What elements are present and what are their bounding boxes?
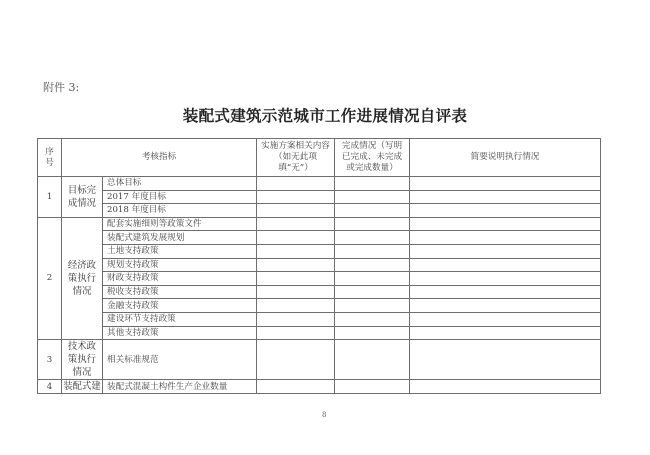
indicator-cell: 2017 年度目标 — [103, 190, 257, 204]
indicator-cell: 2018 年度目标 — [103, 204, 257, 218]
indicator-cell: 装配式混凝土构件生产企业数量 — [103, 380, 257, 394]
plan-content-cell[interactable] — [257, 299, 335, 313]
description-cell[interactable] — [410, 258, 601, 272]
description-cell[interactable] — [410, 272, 601, 286]
completion-cell[interactable] — [335, 177, 410, 191]
seq-cell: 2 — [38, 217, 62, 339]
seq-cell: 3 — [38, 340, 62, 380]
indicator-cell: 土地支持政策 — [103, 244, 257, 258]
indicator-cell: 建设环节支持政策 — [103, 312, 257, 326]
plan-content-cell[interactable] — [257, 272, 335, 286]
table-row — [38, 285, 601, 299]
document-title: 装配式建筑示范城市工作进展情况自评表 — [182, 106, 468, 125]
completion-cell[interactable] — [335, 380, 410, 394]
indicator-cell: 规划支持政策 — [103, 258, 257, 272]
group-name-cell: 经济政策执行情况 — [62, 217, 103, 339]
completion-cell[interactable] — [335, 285, 410, 299]
plan-content-cell[interactable] — [257, 244, 335, 258]
completion-cell[interactable] — [335, 299, 410, 313]
table-row — [38, 312, 601, 326]
group-name-cell: 目标完成情况 — [62, 177, 103, 218]
description-cell[interactable] — [410, 217, 601, 231]
completion-cell[interactable] — [335, 312, 410, 326]
completion-cell[interactable] — [335, 190, 410, 204]
table-row — [38, 326, 601, 340]
table-row — [38, 190, 601, 204]
plan-content-cell[interactable] — [257, 380, 335, 394]
page-number: 8 — [322, 411, 327, 419]
description-cell[interactable] — [410, 231, 601, 245]
table-row — [38, 244, 601, 258]
attachment-label: 附件 3: — [43, 81, 80, 94]
indicator-cell: 装配式建筑发展规划 — [103, 231, 257, 245]
indicator-cell: 财政支持政策 — [103, 272, 257, 286]
plan-content-cell[interactable] — [257, 312, 335, 326]
completion-cell[interactable] — [335, 258, 410, 272]
table-row — [38, 272, 601, 286]
header-plan-content: 实施方案相关内容（如无此项填“无”） — [257, 139, 335, 177]
indicator-cell: 配套实施细则等政策文件 — [103, 217, 257, 231]
completion-cell[interactable] — [335, 340, 410, 380]
plan-content-cell[interactable] — [257, 258, 335, 272]
group-name-cell: 装配式建 — [63, 381, 101, 393]
plan-content-cell[interactable] — [257, 217, 335, 231]
description-cell[interactable] — [410, 177, 601, 191]
completion-cell[interactable] — [335, 272, 410, 286]
completion-cell[interactable] — [335, 326, 410, 340]
table-row — [38, 217, 601, 231]
completion-cell[interactable] — [335, 231, 410, 245]
description-cell[interactable] — [410, 312, 601, 326]
header-indicator: 考核指标 — [62, 139, 257, 177]
header-completion: 完成情况（写明已完成、未完成或完成数量） — [335, 139, 410, 177]
indicator-cell: 其他支持政策 — [103, 326, 257, 340]
description-cell[interactable] — [410, 380, 601, 394]
indicator-cell: 金融支持政策 — [103, 299, 257, 313]
self-evaluation-table — [37, 138, 601, 394]
header-row — [38, 139, 601, 177]
seq-cell: 4 — [38, 380, 62, 394]
header-seq: 序号 — [38, 139, 62, 177]
plan-content-cell[interactable] — [257, 177, 335, 191]
table-row — [38, 231, 601, 245]
table-row — [38, 258, 601, 272]
indicator-cell: 相关标准规范 — [103, 340, 257, 380]
seq-cell: 1 — [38, 177, 62, 218]
description-cell[interactable] — [410, 340, 601, 380]
description-cell[interactable] — [410, 244, 601, 258]
indicator-cell: 总体目标 — [103, 177, 257, 191]
completion-cell[interactable] — [335, 204, 410, 218]
table-row — [38, 177, 601, 191]
indicator-cell: 税收支持政策 — [103, 285, 257, 299]
plan-content-cell[interactable] — [257, 204, 335, 218]
table-row — [38, 299, 601, 313]
table-row — [38, 204, 601, 218]
completion-cell[interactable] — [335, 217, 410, 231]
description-cell[interactable] — [410, 285, 601, 299]
plan-content-cell[interactable] — [257, 326, 335, 340]
description-cell[interactable] — [410, 299, 601, 313]
plan-content-cell[interactable] — [257, 285, 335, 299]
description-cell[interactable] — [410, 204, 601, 218]
description-cell[interactable] — [410, 326, 601, 340]
group-name-cell: 技术政策执行情况 — [62, 340, 103, 380]
completion-cell[interactable] — [335, 244, 410, 258]
plan-content-cell[interactable] — [257, 231, 335, 245]
header-description: 简要说明执行情况 — [410, 139, 601, 177]
description-cell[interactable] — [410, 190, 601, 204]
plan-content-cell[interactable] — [257, 190, 335, 204]
plan-content-cell[interactable] — [257, 340, 335, 380]
table-row — [38, 380, 601, 394]
table-row — [38, 340, 601, 380]
